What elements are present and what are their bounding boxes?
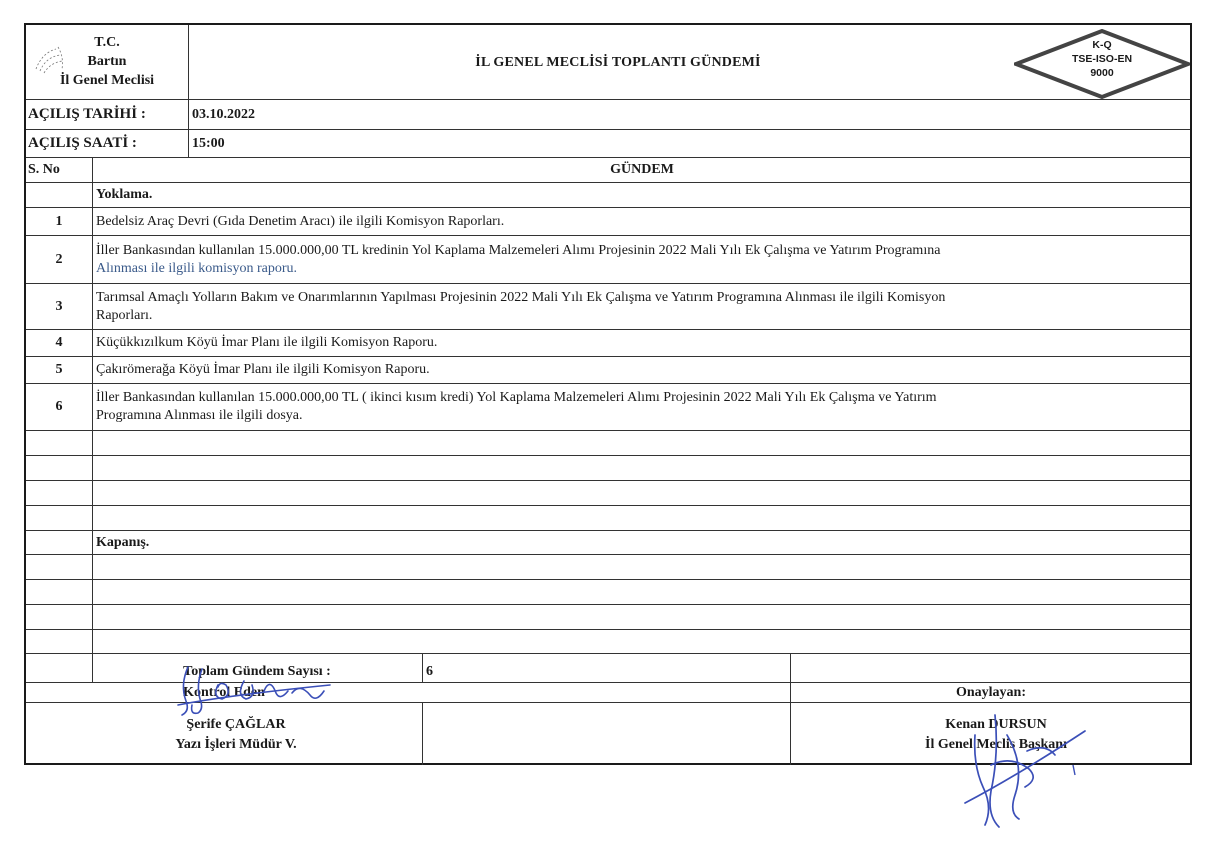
table-row xyxy=(26,208,1190,236)
table-row xyxy=(26,580,1190,605)
item-number: 5 xyxy=(55,362,63,377)
agenda-closing: Kapanış. xyxy=(96,534,150,550)
agenda-item-text: İller Bankasından kullanılan 15.000.000,00 TL ( ikinci kısım kredi) Yol Kaplama Malzemeleri Alımı Projesinin 2022 Mali Yılı Ek Çalışma ve Yatırım Programına Alınması ile ilgili dosya. xyxy=(96,390,937,423)
table-row xyxy=(26,605,1190,630)
table-row xyxy=(26,357,1190,384)
item-number: 6 xyxy=(55,399,63,414)
column-header-sno: S. No xyxy=(28,162,60,177)
certification-badge-text: K-Q TSE-ISO-EN 9000 xyxy=(1071,39,1133,79)
org-line-2: Bartın xyxy=(87,54,127,69)
opening-time-value: 15:00 xyxy=(192,135,225,151)
page-title: İL GENEL MECLİSİ TOPLANTI GÜNDEMİ xyxy=(475,54,761,70)
agenda-opening: Yoklama. xyxy=(96,187,153,202)
table-row xyxy=(26,630,1190,654)
agenda-item-text: Bedelsiz Araç Devri (Gıda Denetim Aracı) ile ilgili Komisyon Raporları. xyxy=(96,213,505,229)
opening-date-row xyxy=(26,100,1190,130)
opening-date-value: 03.10.2022 xyxy=(192,106,255,122)
table-row xyxy=(26,330,1190,357)
item-number: 4 xyxy=(55,335,63,350)
opening-date-label: AÇILIŞ TARİHİ : xyxy=(28,106,146,122)
table-row xyxy=(26,456,1190,481)
item-number: 1 xyxy=(55,213,63,229)
header-row xyxy=(26,25,1190,100)
org-line-1: T.C. xyxy=(94,35,120,50)
approve-label: Onaylayan: xyxy=(955,684,1026,700)
total-label: Toplam Gündem Sayısı : xyxy=(183,664,331,679)
control-signature-icon xyxy=(160,655,340,725)
agenda-document xyxy=(24,23,1192,765)
control-name: Şerife ÇAĞLAR xyxy=(186,717,286,732)
table-row xyxy=(26,183,1190,208)
table-row xyxy=(26,506,1190,531)
control-label: Kontrol Eden xyxy=(183,684,265,700)
approve-title: İl Genel Meclis Başkanı xyxy=(925,737,1067,752)
item-number: 3 xyxy=(55,298,63,314)
column-header-agenda: GÜNDEM xyxy=(610,162,674,177)
table-row xyxy=(26,481,1190,506)
approve-name: Kenan DURSUN xyxy=(945,717,1047,732)
agenda-item-text: Küçükkızılkum Köyü İmar Planı ile ilgili Komisyon Raporu. xyxy=(96,335,438,350)
item-number: 2 xyxy=(55,251,63,267)
total-value: 6 xyxy=(426,664,433,679)
agenda-item-text: İller Bankasından kullanılan 15.000.000,00 TL kredinin Yol Kaplama Malzemeleri Alımı Projesinin 2022 Mali Yılı Ek Çalışma ve Yatırım Programına Alınması ile ilgili komisyon raporu. xyxy=(96,242,941,276)
opening-time-label: AÇILIŞ SAATİ : xyxy=(28,135,137,151)
agenda-item-text: Tarımsal Amaçlı Yolların Bakım ve Onarımlarının Yapılması Projesinin 2022 Mali Yılı Ek Çalışma ve Yatırım Programına Alınması ile ilgili Komisyon Raporları. xyxy=(96,289,946,323)
organization-block xyxy=(26,25,188,100)
table-row xyxy=(26,284,1190,330)
agenda-item-text: Çakırömerağa Köyü İmar Planı ile ilgili Komisyon Raporu. xyxy=(96,362,430,377)
table-header-row xyxy=(26,158,1190,183)
table-row xyxy=(26,531,1190,555)
table-row xyxy=(26,384,1190,431)
table-row xyxy=(26,555,1190,580)
org-line-3: İl Genel Meclisi xyxy=(59,73,155,88)
control-title: Yazı İşleri Müdür V. xyxy=(175,737,297,752)
table-row xyxy=(26,431,1190,456)
opening-time-row xyxy=(26,130,1190,158)
approve-signature-icon xyxy=(955,695,1090,835)
table-row xyxy=(26,236,1190,284)
